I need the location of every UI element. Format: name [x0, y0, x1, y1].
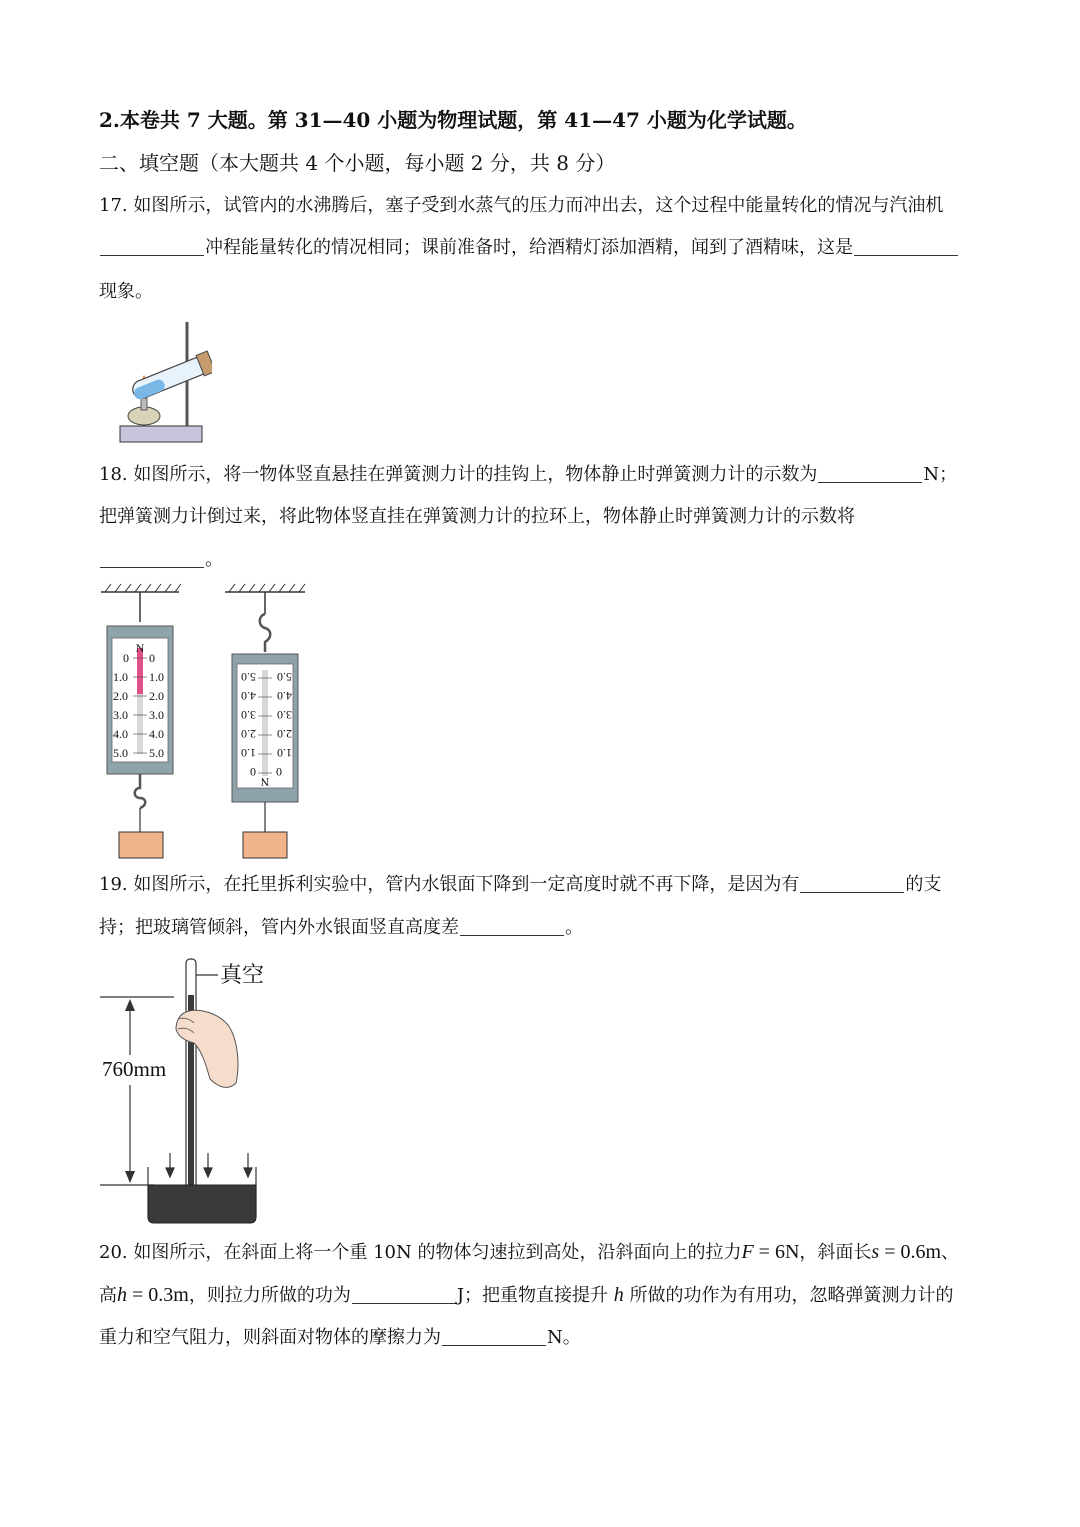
left-scale-label-0: 0 — [123, 651, 129, 665]
q20-line2-text-d: 所做的功作为有用功，忽略弹簧测力计的 — [629, 1285, 954, 1306]
q17-line1: 17. 如图所示，试管内的水沸腾后，塞子受到水蒸气的压力而冲出去，这个过程中能量转化的情况与汽油机 — [99, 195, 944, 216]
right-scale-label-1: 1.0 — [277, 746, 292, 760]
q20-height-var: h — [117, 1284, 127, 1306]
right-scale-label-5: 5.0 — [277, 670, 292, 684]
left-scale-label-r3: 3.0 — [149, 708, 164, 722]
q19-line2-text: 持；把玻璃管倾斜，管内外水银面竖直高度差 — [99, 917, 459, 938]
q20-line2-text-b: ，则拉力所做的功为 — [188, 1285, 351, 1306]
q18-line1-text: 18. 如图所示，将一物体竖直悬挂在弹簧测力计的挂钩上，物体静止时弹簧测力计的示数为 — [99, 464, 818, 485]
q19-line2 — [99, 916, 583, 940]
q18-line3 — [99, 548, 223, 572]
spring-scale-figure — [95, 582, 315, 862]
q19-line1-end: 的支 — [905, 874, 942, 895]
right-scale-label-3: 3.0 — [277, 708, 292, 722]
q18-line1-end: N； — [923, 464, 958, 485]
q20-line1-text-c: 、 — [941, 1242, 960, 1263]
right-scale-unit: N — [260, 775, 270, 789]
q20-height-var-2: h — [613, 1284, 624, 1306]
q20-line1-text-a: 20. 如图所示，在斜面上将一个重 10N 的物体匀速拉到高处，沿斜面向上的拉力 — [99, 1242, 742, 1263]
q20-height-val: = 0.3m — [127, 1284, 189, 1306]
q20-length-val: = 0.6m — [879, 1241, 942, 1263]
q20-line3-text: 重力和空气阻力，则斜面对物体的摩擦力为 — [99, 1327, 441, 1348]
section-title: 二、填空题（本大题共 4 个小题，每小题 2 分，共 8 分） — [99, 151, 616, 175]
exam-note: 2.本卷共 7 大题。第 31—40 小题为物理试题，第 41—47 小题为化学试题。 — [99, 108, 807, 132]
q20-line2-text-c: J；把重物直接提升 — [456, 1285, 609, 1306]
left-scale-label-r4: 4.0 — [149, 727, 164, 741]
left-scale-label-4: 4.0 — [113, 727, 128, 741]
right-scale-label-0: 0 — [276, 765, 282, 779]
right-scale-label-r2: 2.0 — [241, 727, 256, 741]
q18-blank-1[interactable] — [818, 464, 922, 483]
q19-blank-2[interactable] — [460, 917, 564, 936]
q20-line2-text-a: 高 — [99, 1285, 117, 1306]
q19-line1-text: 19. 如图所示，在托里拆利实验中，管内水银面下降到一定高度时就不再下降，是因为有 — [99, 874, 800, 895]
q20-force-val: = 6N — [753, 1241, 800, 1263]
left-scale-label-r5: 5.0 — [149, 746, 164, 760]
q17-blank-2[interactable] — [854, 237, 958, 256]
q18-blank-2[interactable] — [100, 549, 204, 568]
q20-blank-2[interactable] — [442, 1327, 546, 1346]
q17-line2 — [99, 236, 959, 260]
right-scale-label-r1: 1.0 — [241, 746, 256, 760]
left-scale-label-1: 1.0 — [113, 670, 128, 684]
vacuum-label: 真空 — [220, 963, 265, 988]
left-scale-label-3: 3.0 — [113, 708, 128, 722]
right-scale-label-r5: 5.0 — [241, 670, 256, 684]
left-scale-label-r1: 1.0 — [149, 670, 164, 684]
q20-line1 — [99, 1240, 959, 1265]
right-scale-label-r0: 0 — [250, 765, 256, 779]
q20-line2 — [99, 1283, 954, 1308]
left-scale-label-5: 5.0 — [113, 746, 128, 760]
left-scale-label-r0: 0 — [149, 651, 155, 665]
q18-line3-end: 。 — [205, 549, 223, 570]
height-label: 760mm — [102, 1057, 167, 1081]
q19-line1 — [99, 873, 941, 897]
right-scale-label-r3: 3.0 — [241, 708, 256, 722]
q20-line1-text-b: ，斜面长 — [799, 1242, 872, 1263]
q19-blank-1[interactable] — [800, 874, 904, 893]
right-scale-label-r4: 4.0 — [241, 689, 256, 703]
q17-line2-text: 冲程能量转化的情况相同；课前准备时，给酒精灯添加酒精，闻到了酒精味，这是 — [205, 237, 853, 258]
right-scale-label-2: 2.0 — [277, 727, 292, 741]
right-scale-label-4: 4.0 — [277, 689, 292, 703]
left-scale-label-2: 2.0 — [113, 689, 128, 703]
q20-blank-1[interactable] — [352, 1285, 456, 1304]
q17-line3: 现象。 — [99, 281, 153, 302]
left-scale-unit: N — [135, 641, 145, 655]
torricelli-figure — [98, 955, 288, 1227]
q20-line3 — [99, 1326, 581, 1350]
left-scale-label-r2: 2.0 — [149, 689, 164, 703]
q18-line1 — [99, 463, 957, 487]
q20-length-var: s — [871, 1241, 880, 1263]
q20-force-var: F — [741, 1241, 754, 1263]
test-tube-figure — [112, 318, 212, 448]
q20-line3-end: N。 — [547, 1327, 581, 1348]
q18-line2: 把弹簧测力计倒过来，将此物体竖直挂在弹簧测力计的拉环上，物体静止时弹簧测力计的示数将 — [99, 506, 855, 527]
q19-line2-end: 。 — [565, 917, 583, 938]
q17-blank-1[interactable] — [100, 237, 204, 256]
